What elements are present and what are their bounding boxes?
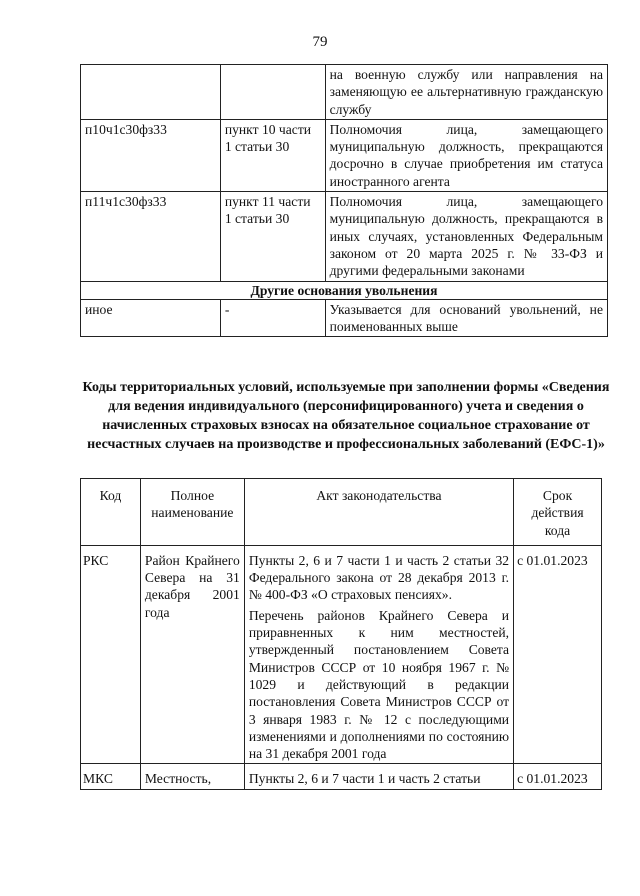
cell-code: МКС — [81, 764, 141, 789]
cell-term: с 01.01.2023 — [514, 764, 602, 789]
section-title-row — [81, 281, 608, 299]
cell-article — [220, 65, 325, 120]
header-row — [81, 479, 602, 546]
cell-act — [244, 545, 513, 764]
section-title: Другие основания увольнения — [81, 281, 608, 299]
section-heading: Коды территориальных условий, используемые при заполнении формы «Сведения для ведения индивидуального (персонифицированного) учета и сведения о начисленных страховых взносах на обязательное социальное страхование от несчастных случаев на производстве и профессиональных заболеваний (ЕФС-1)» — [82, 380, 610, 452]
table-row — [81, 119, 608, 191]
cell-text: Указывается для оснований увольнений, не поименованных выше — [325, 299, 607, 337]
cell-name: Район Крайнего Севера на 31 декабря 2001 года — [140, 545, 244, 764]
table-row — [81, 192, 608, 281]
cell-act — [244, 764, 513, 789]
cell-code: иное — [81, 299, 221, 337]
header-term: Срок действия кода — [514, 479, 602, 546]
header-name: Полное наименование — [140, 479, 244, 546]
header-act: Акт законодательства — [244, 479, 513, 546]
dismissal-codes-table — [80, 64, 608, 337]
cell-text: Полномочия лица, замещающего муниципальную должность, прекращаются досрочно в случае приобретения им статуса иностранного агента — [325, 119, 607, 191]
territorial-codes-table — [80, 478, 602, 790]
act-paragraph: Пункты 2, 6 и 7 части 1 и часть 2 статьи 32 Федерального закона от 28 декабря 2013 г. № 400-ФЗ «О страховых пенсиях». — [248, 552, 510, 603]
cell-code: п11ч1с30фз33 — [81, 192, 221, 281]
header-code: Код — [81, 479, 141, 546]
page-number: 79 — [312, 34, 328, 50]
cell-text: на военную службу или направления на заменяющую ее альтернативную гражданскую службу — [325, 65, 607, 120]
cell-code: п10ч1с30фз33 — [81, 119, 221, 191]
cell-code — [81, 65, 221, 120]
cell-article: пункт 10 части 1 статьи 30 — [220, 119, 325, 191]
table-row — [81, 299, 608, 337]
table-row — [81, 764, 602, 789]
act-paragraph: Пункты 2, 6 и 7 части 1 и часть 2 статьи — [248, 771, 481, 787]
table-row — [81, 545, 602, 764]
act-paragraph: Перечень районов Крайнего Севера и приравненных к ним местностей, утвержденный постановлением Совета Министров СССР от 10 ноября 1967 г. № 1029 и действующий в редакции постановления Совета Министров СССР от 3 января 1983 г. № 12 с последующими изменениями и дополнениями по состоянию на 31 декабря 2001 года — [248, 607, 510, 762]
cell-text: Полномочия лица, замещающего муниципальную должность, прекращаются в иных случаях, установленных Федеральным законом от 20 марта 2025 г. № 33-ФЗ и другими федеральными законами — [325, 192, 607, 281]
cell-name: Местность, — [140, 764, 244, 789]
table-row — [81, 65, 608, 120]
cell-term: с 01.01.2023 — [514, 545, 602, 764]
cell-code: РКС — [81, 545, 141, 764]
cell-article: - — [220, 299, 325, 337]
cell-article: пункт 11 части 1 статьи 30 — [220, 192, 325, 281]
